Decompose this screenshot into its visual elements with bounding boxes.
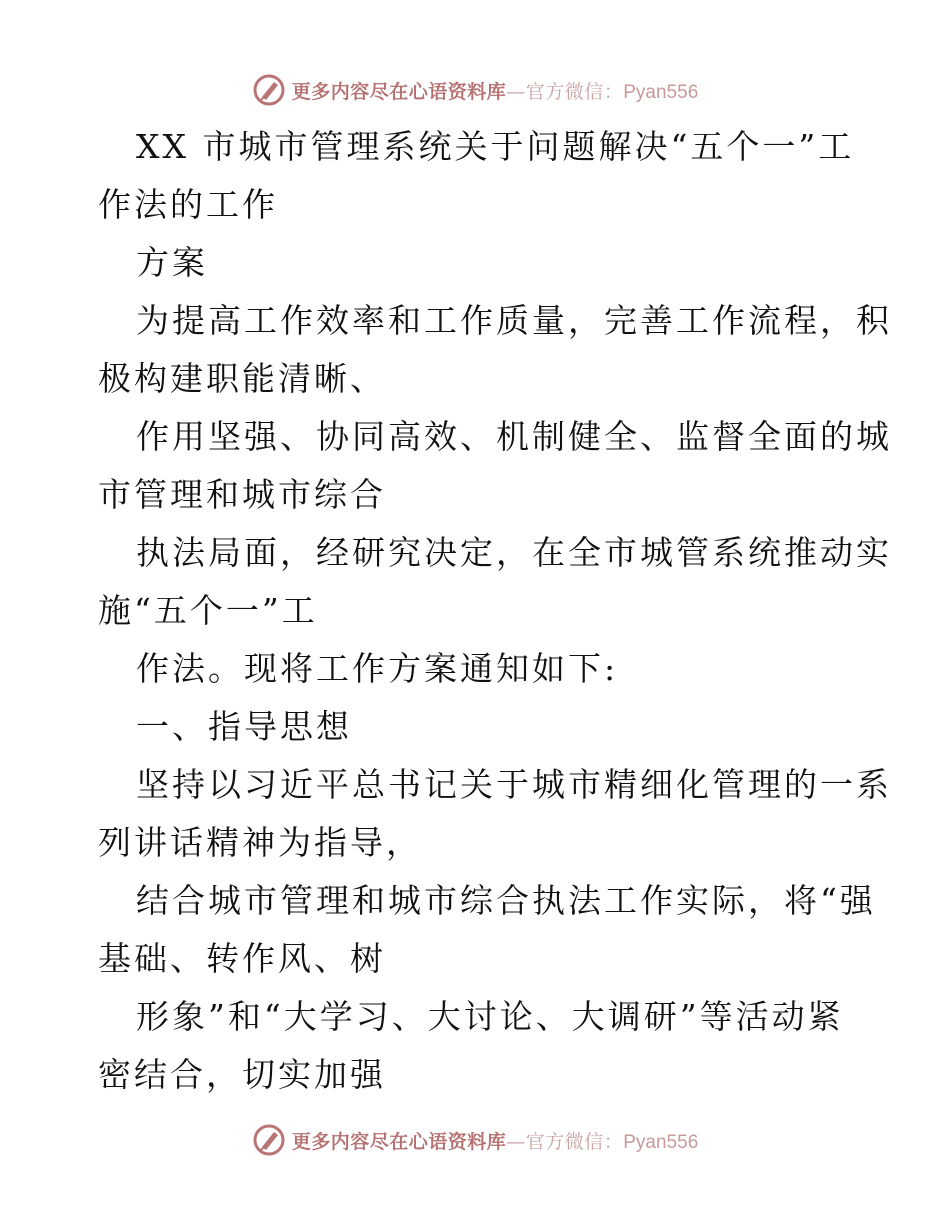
document-body bbox=[98, 118, 892, 1104]
watermark-header bbox=[0, 70, 950, 110]
watermark-text bbox=[292, 77, 699, 104]
text-line: 结合城市管理和城市综合执法工作实际，将“强 bbox=[136, 881, 876, 920]
text-line: 作法。现将工作方案通知如下: bbox=[136, 649, 619, 688]
text-line: 列讲话精神为指导， bbox=[98, 823, 422, 862]
text-line: XX 市城市管理系统关于问题解决“五个一”工 bbox=[136, 127, 855, 166]
watermark-official: 官方微信： bbox=[525, 80, 624, 103]
watermark-official: 官方微信： bbox=[525, 1130, 624, 1153]
text-line: 作用坚强、协同高效、机制健全、监督全面的城 bbox=[136, 417, 892, 456]
watermark-separator: — bbox=[506, 1130, 526, 1153]
text-line: 基础、转作风、树 bbox=[98, 939, 386, 978]
watermark-text bbox=[292, 1127, 699, 1154]
text-line: 施“五个一”工 bbox=[98, 591, 318, 630]
text-line: 一、指导思想 bbox=[136, 707, 352, 746]
text-line: 执法局面，经研究决定，在全市城管系统推动实 bbox=[136, 533, 892, 572]
text-line: 极构建职能清晰、 bbox=[98, 359, 386, 398]
watermark-brand: 更多内容尽在心语资料库 bbox=[291, 80, 507, 103]
pen-logo-icon bbox=[252, 73, 286, 107]
watermark-brand: 更多内容尽在心语资料库 bbox=[291, 1130, 507, 1153]
text-line: 方案 bbox=[136, 243, 208, 282]
pen-logo-icon bbox=[252, 1123, 286, 1157]
watermark-footer bbox=[0, 1120, 950, 1160]
text-line: 坚持以习近平总书记关于城市精细化管理的一系 bbox=[136, 765, 892, 804]
text-line: 形象”和“大学习、大讨论、大调研”等活动紧 bbox=[136, 997, 844, 1036]
text-line: 作法的工作 bbox=[98, 185, 278, 224]
watermark-wechat-id: Pyan556 bbox=[623, 81, 699, 103]
text-line: 密结合，切实加强 bbox=[98, 1055, 386, 1094]
text-line: 市管理和城市综合 bbox=[98, 475, 386, 514]
text-line: 为提高工作效率和工作质量，完善工作流程，积 bbox=[136, 301, 892, 340]
watermark-separator: — bbox=[506, 80, 526, 103]
watermark-wechat-id: Pyan556 bbox=[623, 1131, 699, 1153]
